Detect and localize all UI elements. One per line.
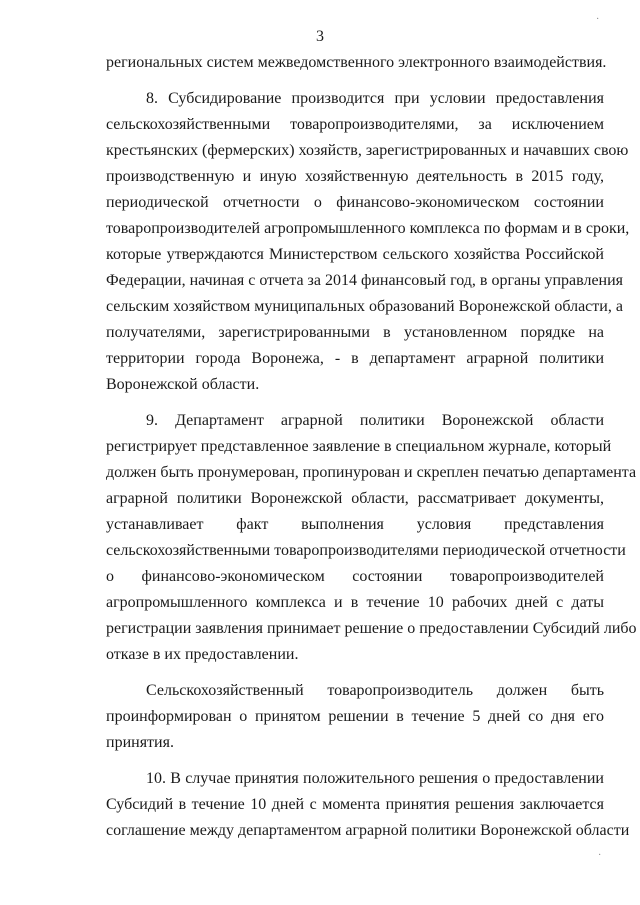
text-line: товаропроизводителей агропромышленного комплекса по формам и в сроки, (106, 220, 630, 237)
text-line: отказе в их предоставлении. (106, 646, 299, 663)
text-line: 10. В случае принятия положительного решения о предоставлении (146, 770, 604, 787)
text-line: должен быть пронумерован, пропинурован и скреплен печатью департамента (106, 464, 637, 481)
text-line: регистрации заявления принимает решение о предоставлении Субсидий либо (106, 620, 637, 637)
text-line: периодической отчетности о финансово-экономическом состоянии (106, 194, 604, 211)
paragraph (106, 678, 604, 756)
text-line: устанавливает факт выполнения условия представления (106, 516, 604, 533)
text-line: проинформирован о принятом решении в течение 5 дней со дня его (106, 708, 604, 725)
text-line: аграрной политики Воронежской области, рассматривает документы, (106, 490, 604, 507)
text-line: агропромышленного комплекса и в течение 10 рабочих дней с даты (106, 594, 604, 611)
text-line: 8. Субсидирование производится при условии предоставления (146, 90, 604, 107)
paragraph-gap (106, 756, 604, 766)
paragraph-gap (106, 668, 604, 678)
text-line: сельскохозяйственными товаропроизводителями периодической отчетности (106, 542, 626, 559)
text-line: 9. Департамент аграрной политики Воронежской области (146, 412, 604, 429)
text-line: крестьянских (фермерских) хозяйств, зарегистрированных и начавших свою (106, 142, 629, 159)
text-line: соглашение между департаментом аграрной политики Воронежской области (106, 822, 630, 839)
document-body (106, 50, 637, 844)
text-line: Сельскохозяйственный товаропроизводитель должен быть (146, 682, 604, 699)
text-line: сельским хозяйством муниципальных образований Воронежской области, а (106, 298, 623, 315)
page-number: 3 (316, 28, 324, 45)
paragraph (106, 408, 637, 668)
paragraph (106, 50, 607, 76)
paragraph-gap (106, 398, 604, 408)
paragraph-gap (106, 76, 604, 86)
text-line: Федерации, начиная с отчета за 2014 финансовый год, в органы управления (106, 272, 624, 289)
text-line: Субсидий в течение 10 дней с момента принятия решения заключается (106, 796, 604, 813)
paragraph (106, 766, 630, 844)
text-line: производственную и иную хозяйственную деятельность в 2015 году, (106, 168, 604, 185)
text-line: территории города Воронежа, - в департамент аграрной политики (106, 350, 604, 367)
text-line: регистрирует представленное заявление в специальном журнале, который (106, 438, 612, 455)
scan-mark: · (596, 14, 600, 25)
paragraph (106, 86, 630, 398)
text-line: сельскохозяйственными товаропроизводителями, за исключением (106, 116, 604, 133)
text-line: Воронежской области. (106, 376, 260, 393)
text-line: которые утверждаются Министерством сельского хозяйства Российской (106, 246, 604, 263)
text-line: региональных систем межведомственного электронного взаимодействия. (106, 54, 607, 71)
text-line: получателями, зарегистрированными в установленном порядке на (106, 324, 604, 341)
scan-mark: · (598, 850, 602, 861)
text-line: принятия. (106, 734, 174, 751)
text-line: о финансово-экономическом состоянии товаропроизводителей (106, 568, 604, 585)
